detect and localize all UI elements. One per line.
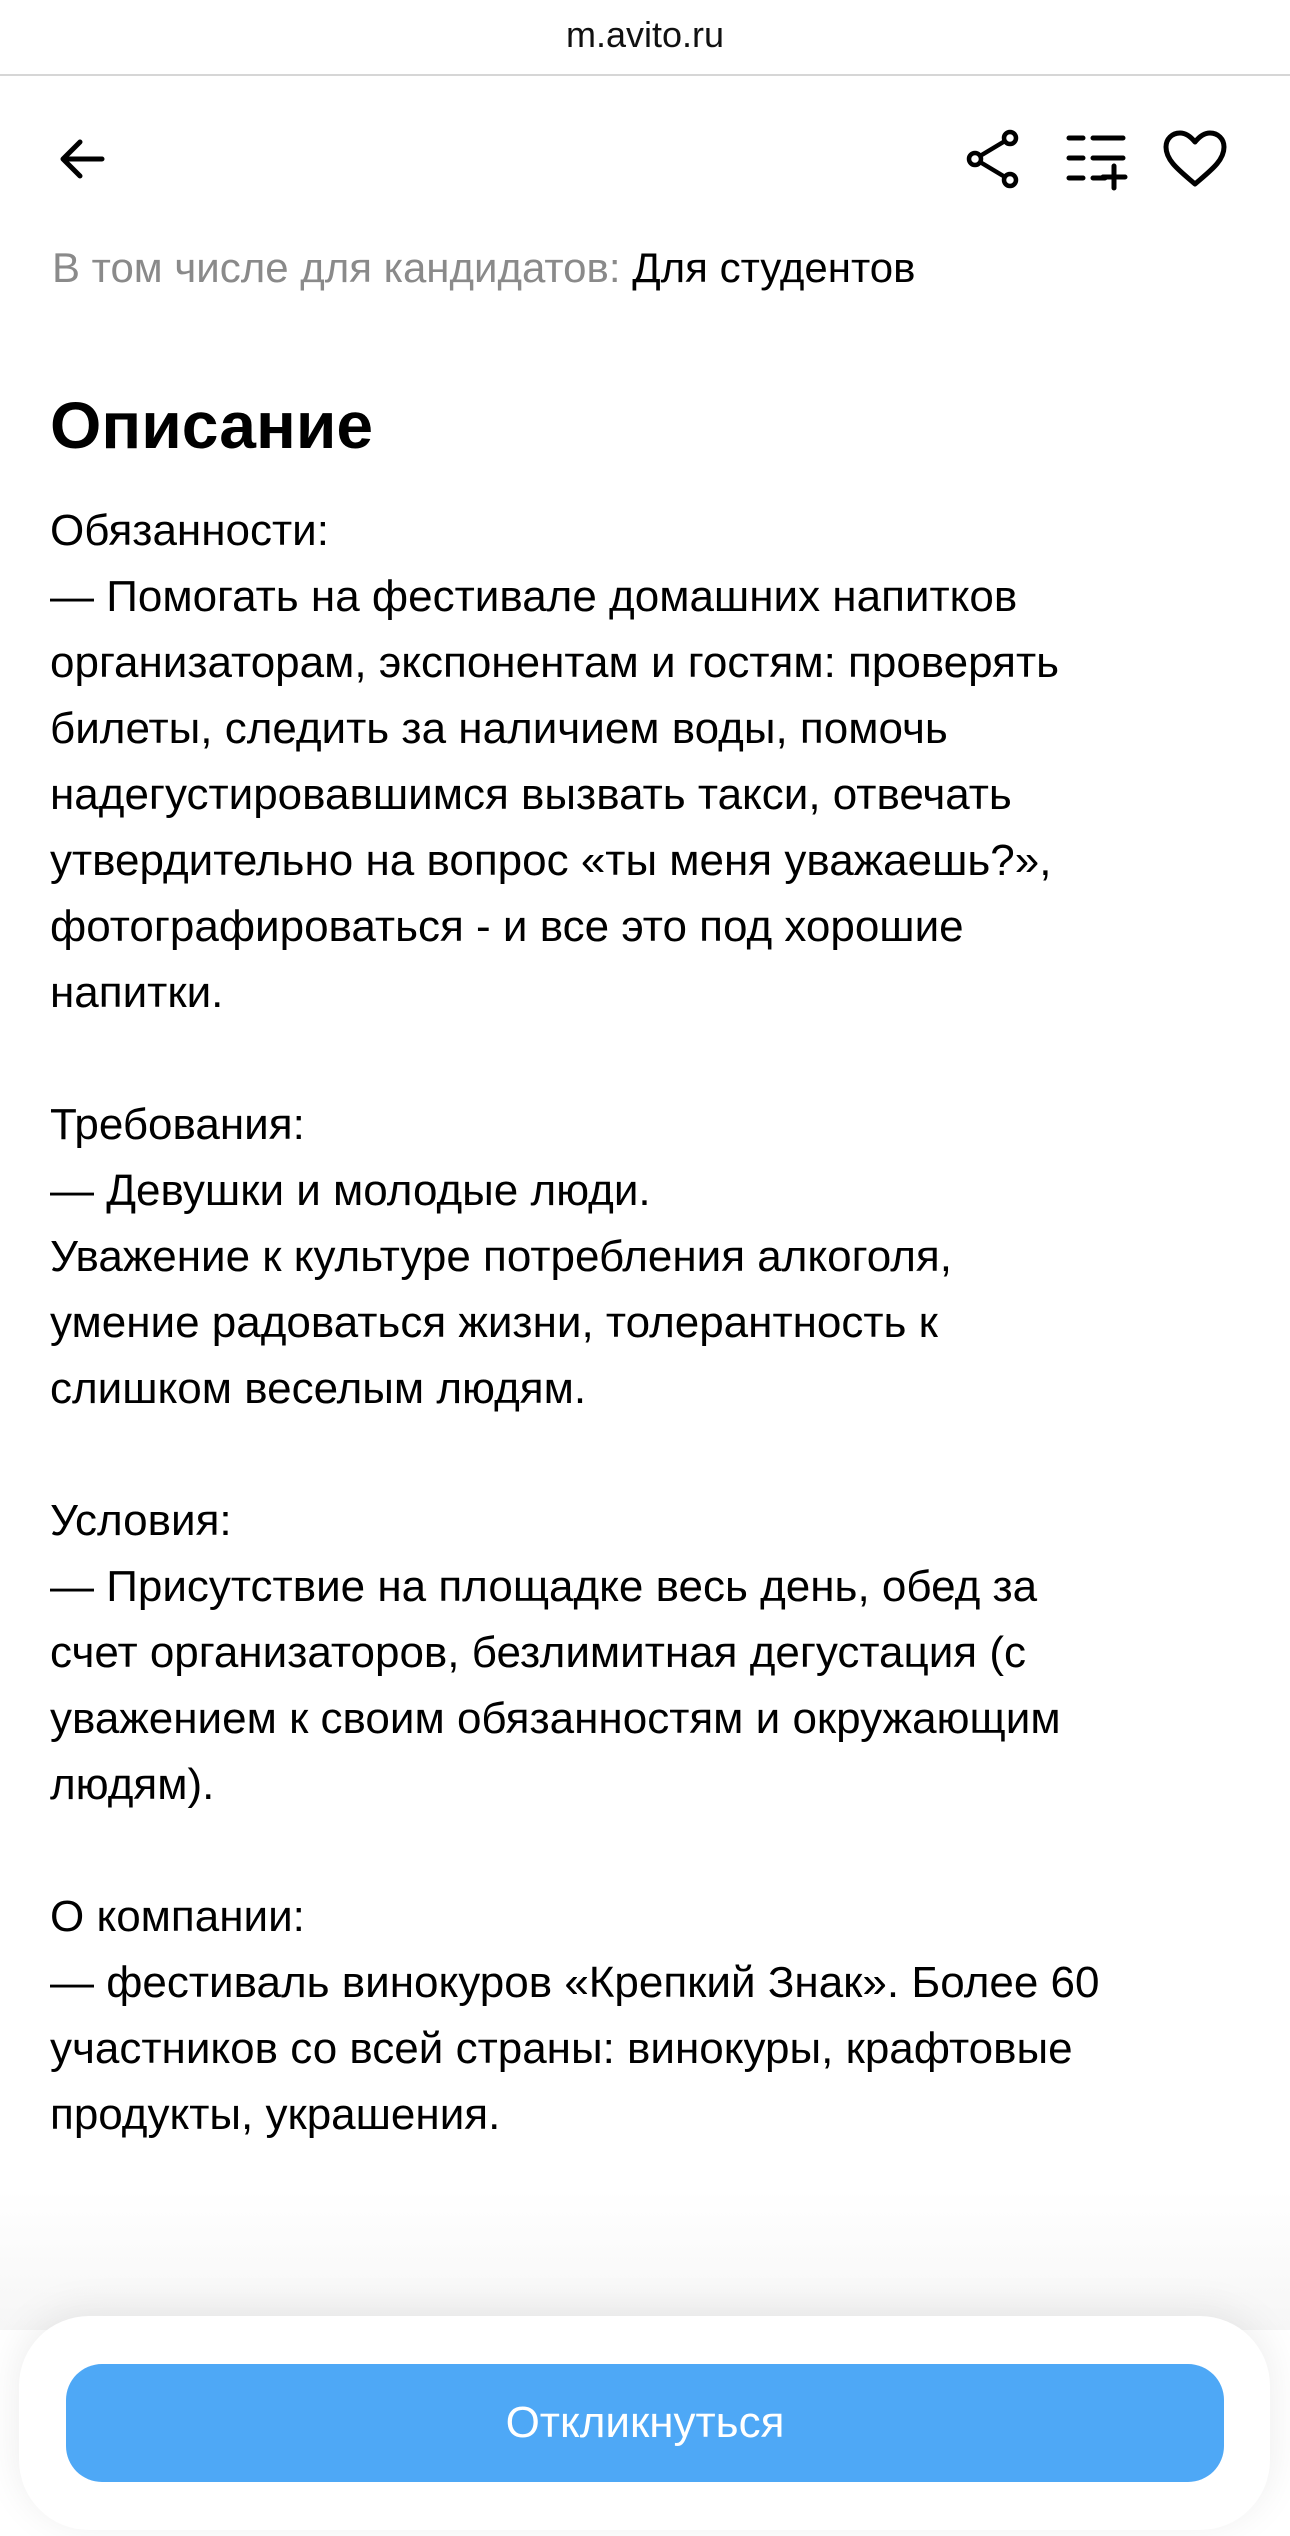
share-icon[interactable] <box>960 124 1030 194</box>
description-text <box>50 498 1100 2148</box>
candidate-category-value: Для студентов <box>632 244 916 291</box>
description-line: участников со всей страны: винокуры, крафтовые <box>50 2024 1073 2073</box>
url-text: m.avito.ru <box>565 14 725 55</box>
description-line: умение радоваться жизни, толерантность к <box>50 1298 938 1347</box>
description-line: О компании: <box>50 1892 305 1941</box>
respond-button[interactable]: Откликнуться <box>66 2364 1224 2482</box>
description-line: надегустировавшимся вызвать такси, отвечать <box>50 770 1012 819</box>
description-line <box>50 1818 1100 1884</box>
description-line: — Присутствие на площадке весь день, обед за <box>50 1562 1038 1611</box>
description-line: счет организаторов, безлимитная дегустация (с <box>50 1628 1027 1677</box>
add-to-list-icon[interactable] <box>1064 124 1134 194</box>
description-line: Условия: <box>50 1496 232 1545</box>
description-line: Уважение к культуре потребления алкоголя, <box>50 1232 952 1281</box>
description-line: — Девушки и молодые люди. <box>50 1166 651 1215</box>
bottom-fade <box>0 2190 1290 2330</box>
description-line: слишком веселым людям. <box>50 1364 587 1413</box>
description-line: — Помогать на фестивале домашних напитков <box>50 572 1018 621</box>
back-arrow-icon[interactable] <box>48 124 118 194</box>
description-line: организаторам, экспонентам и гостям: проверять <box>50 638 1060 687</box>
description-line: продукты, украшения. <box>50 2090 501 2139</box>
description-line: Требования: <box>50 1100 305 1149</box>
description-line: фотографироваться - и все это под хорошие <box>50 902 964 951</box>
description-line: билеты, следить за наличием воды, помочь <box>50 704 948 753</box>
description-line <box>50 1026 1100 1092</box>
description-line: людям). <box>50 1760 215 1809</box>
description-title: Описание <box>50 388 374 462</box>
description-line <box>50 1422 1100 1488</box>
description-line: Обязанности: <box>50 506 329 555</box>
browser-url-bar[interactable] <box>0 0 1290 76</box>
description-line: напитки. <box>50 968 224 1017</box>
heart-icon[interactable] <box>1160 124 1230 194</box>
description-line: — фестиваль винокуров «Крепкий Знак». Более 60 <box>50 1958 1100 2007</box>
candidate-category-label: В том числе для кандидатов: <box>52 244 621 291</box>
description-line: уважением к своим обязанностям и окружающим <box>50 1694 1061 1743</box>
description-line: утвердительно на вопрос «ты меня уважаешь?», <box>50 836 1052 885</box>
candidate-category <box>52 240 915 296</box>
